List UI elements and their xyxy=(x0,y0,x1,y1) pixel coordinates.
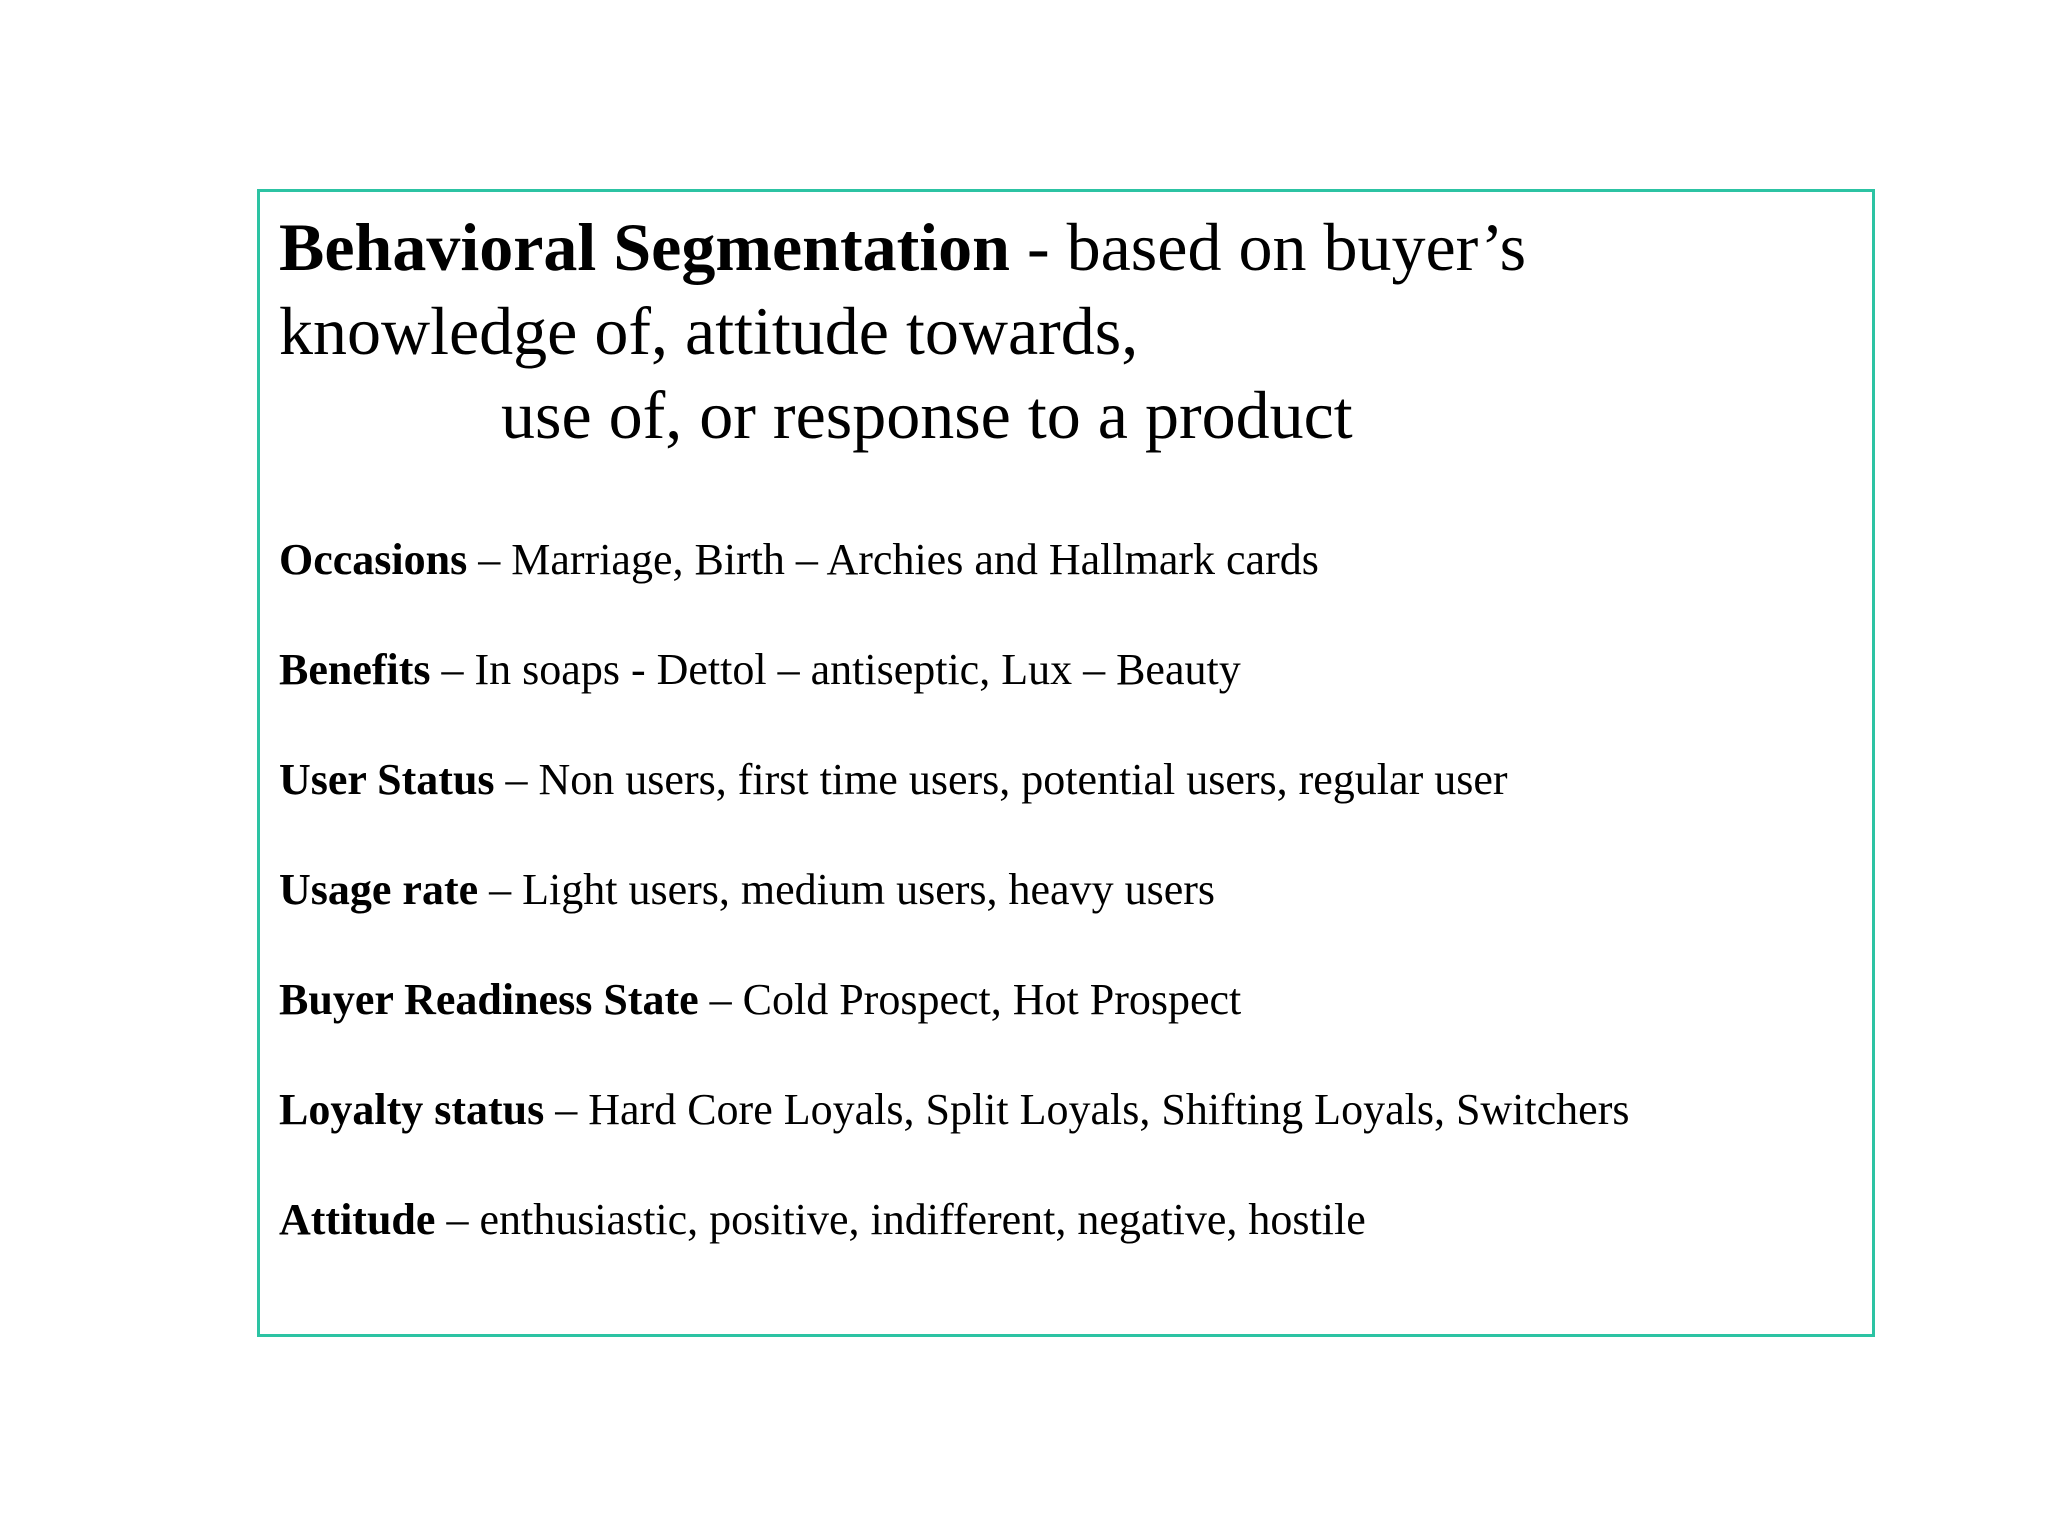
heading-line-2: knowledge of, attitude towards, xyxy=(279,293,1139,369)
list-item-loyalty-status xyxy=(279,1085,1839,1195)
item-label: Loyalty status xyxy=(279,1085,545,1134)
item-label: User Status xyxy=(279,755,495,804)
list-item-usage-rate xyxy=(279,865,1839,975)
slide-heading xyxy=(279,205,1839,457)
item-label: Buyer Readiness State xyxy=(279,975,699,1024)
list-item-buyer-readiness xyxy=(279,975,1839,1085)
list-item-attitude xyxy=(279,1195,1839,1305)
item-text: – Hard Core Loyals, Split Loyals, Shifting Loyals, Switchers xyxy=(544,1085,1630,1134)
item-text: – enthusiastic, positive, indifferent, negative, hostile xyxy=(435,1195,1366,1244)
item-label: Attitude xyxy=(279,1195,436,1244)
item-label: Occasions xyxy=(279,535,468,584)
segmentation-list xyxy=(279,535,1839,1305)
heading-line-1 xyxy=(279,205,1839,289)
item-text: – Cold Prospect, Hot Prospect xyxy=(698,975,1242,1024)
item-text: – Light users, medium users, heavy users xyxy=(478,865,1216,914)
heading-line-1-rest: - based on buyer’s xyxy=(1009,209,1527,285)
item-text: – Marriage, Birth – Archies and Hallmark cards xyxy=(467,535,1319,584)
item-label: Usage rate xyxy=(279,865,479,914)
list-item-user-status xyxy=(279,755,1839,865)
item-label: Benefits xyxy=(279,645,431,694)
heading-line-3: use of, or response to a product xyxy=(501,377,1353,453)
heading-title: Behavioral Segmentation xyxy=(279,209,1010,285)
item-text: – In soaps - Dettol – antiseptic, Lux – Beauty xyxy=(430,645,1241,694)
item-text: – Non users, first time users, potential users, regular user xyxy=(494,755,1508,804)
list-item-occasions xyxy=(279,535,1839,645)
list-item-benefits xyxy=(279,645,1839,755)
